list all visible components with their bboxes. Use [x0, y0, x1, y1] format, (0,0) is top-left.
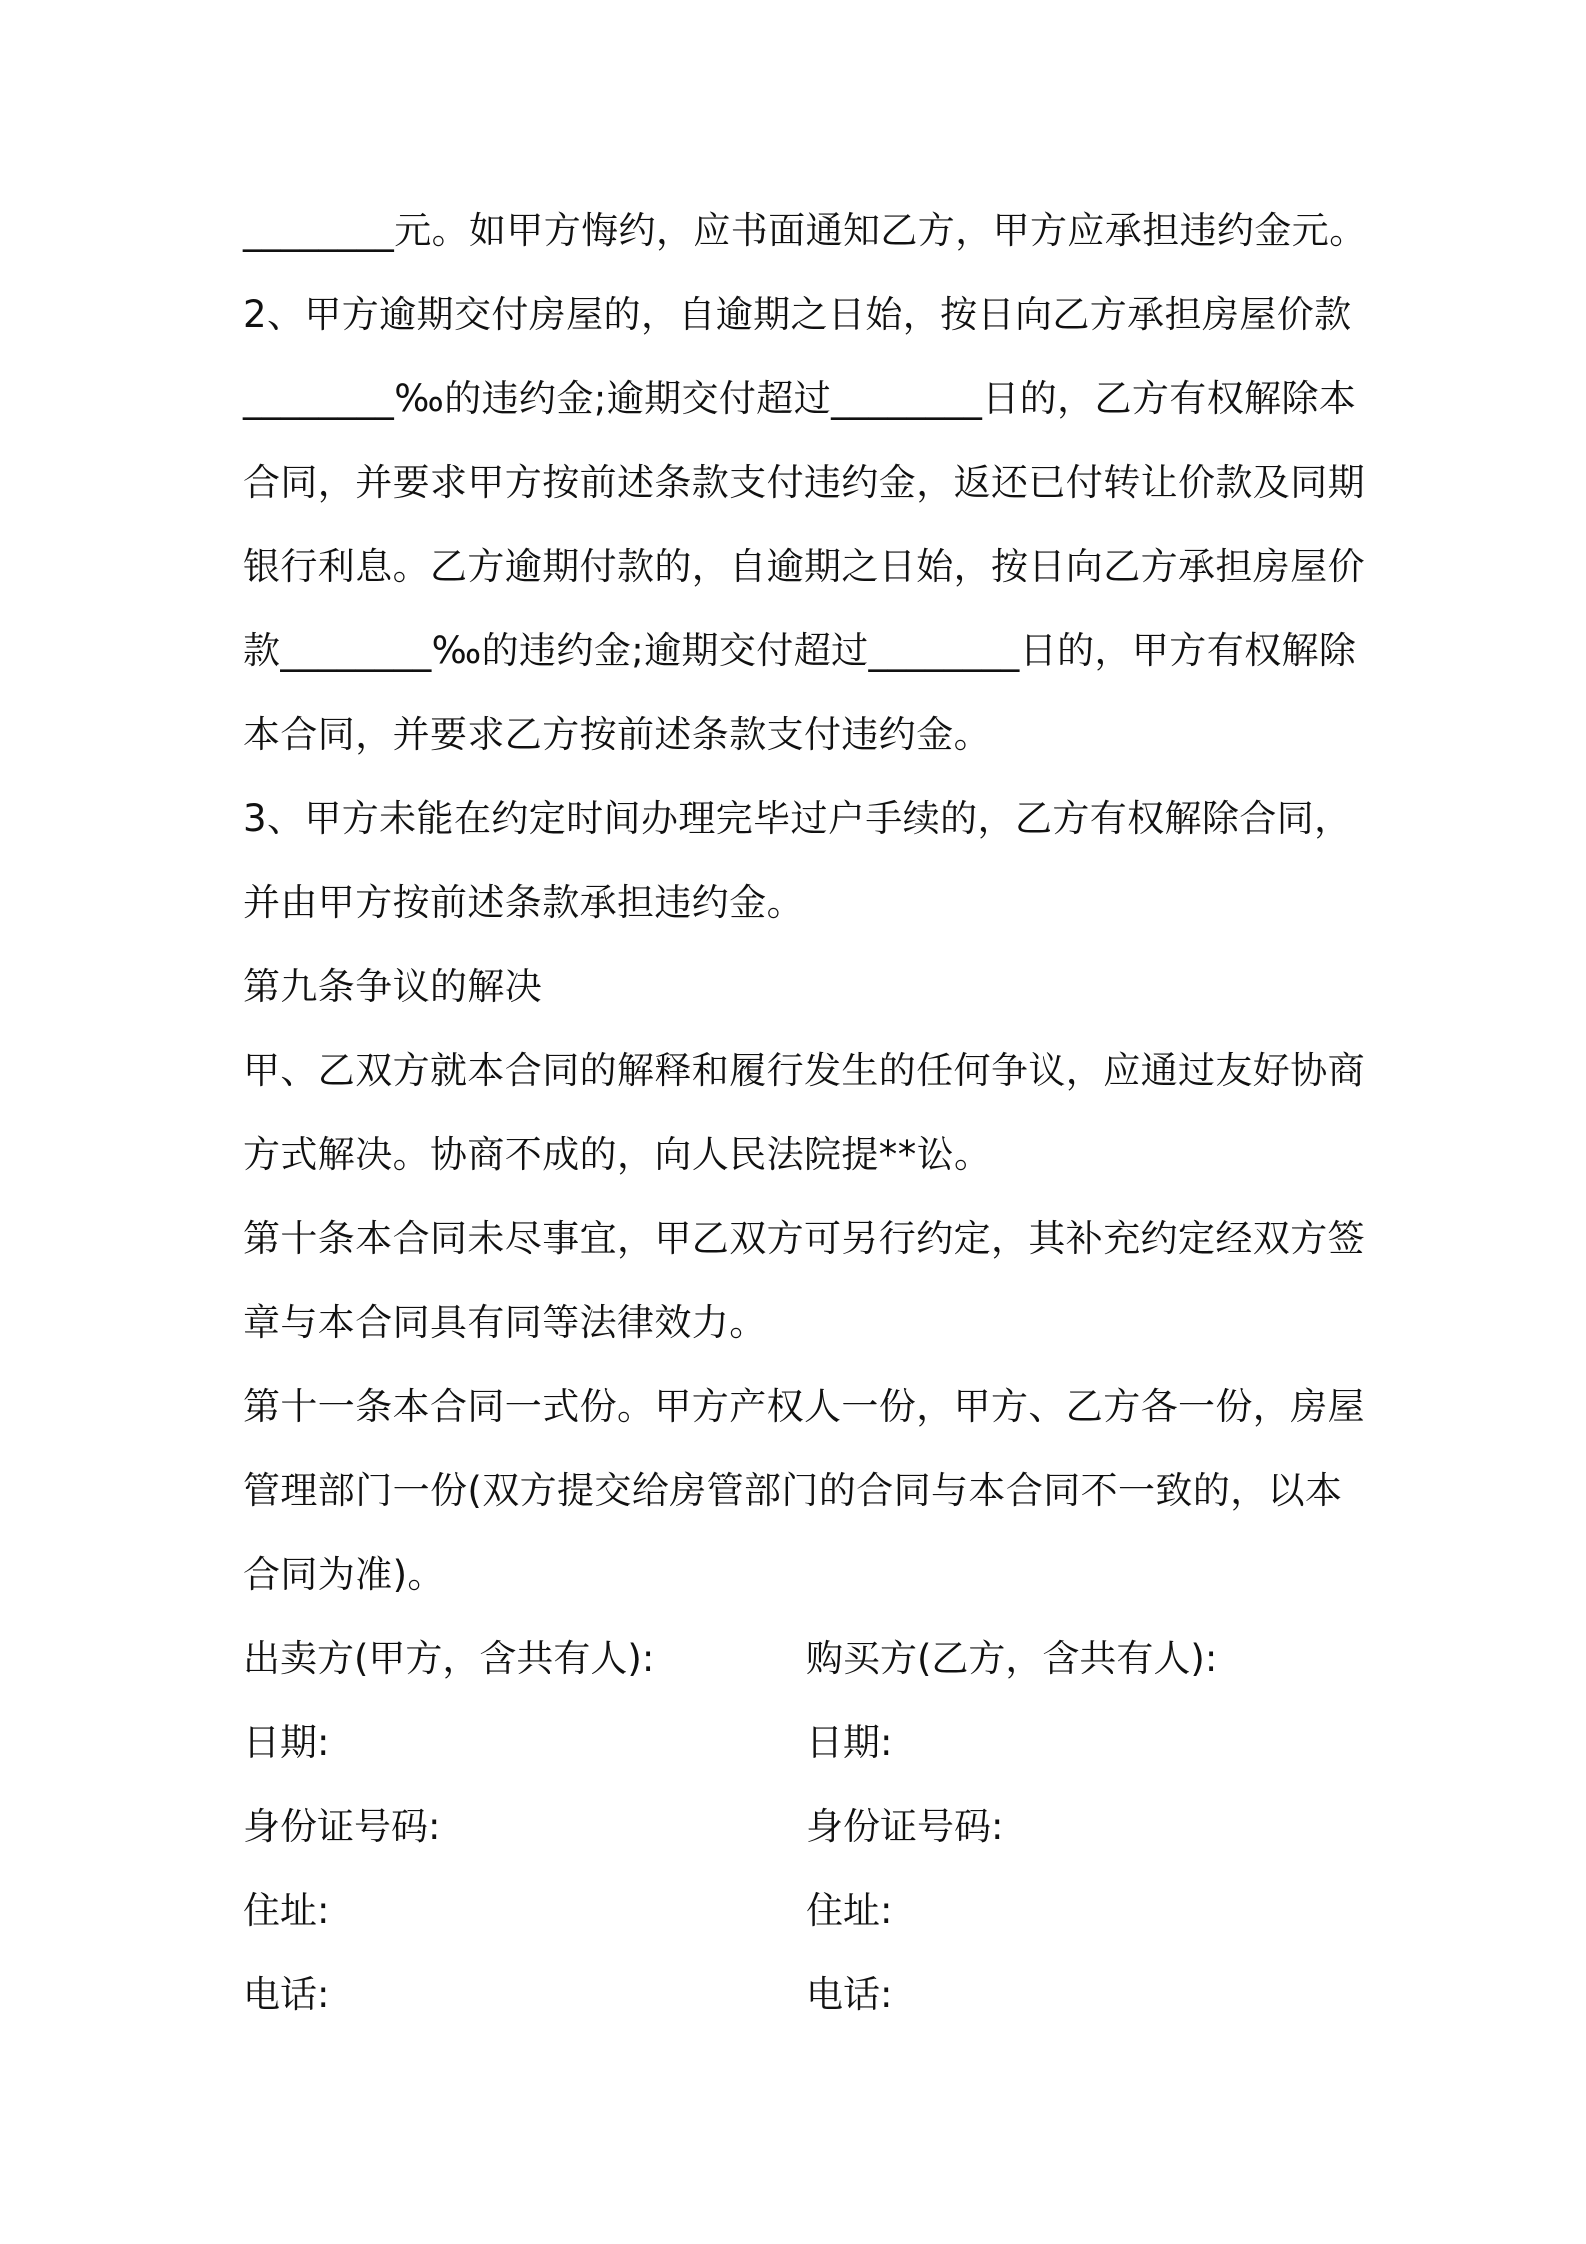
paragraph-line: 本合同，并要求乙方按前述条款支付违约金。: [243, 713, 991, 756]
paragraph-line: 合同，并要求甲方按前述条款支付违约金，返还已付转让价款及同期: [243, 461, 1365, 504]
paragraph-line: 并由甲方按前述条款承担违约金。: [243, 881, 804, 924]
signature-row-address: [243, 1878, 1353, 1962]
contract-body: [243, 198, 1367, 2046]
paragraph-line: 合同为准)。: [243, 1553, 445, 1596]
paragraph-line: 第十一条本合同一式份。甲方产权人一份，甲方、乙方各一份，房屋: [243, 1385, 1365, 1428]
paragraph-line: 甲、乙双方就本合同的解释和履行发生的任何争议，应通过友好协商: [243, 1049, 1365, 1092]
paragraph-line: 3、甲方未能在约定时间办理完毕过户手续的，乙方有权解除合同，: [243, 797, 1352, 840]
buyer-date-label: 日期:: [806, 1721, 893, 1764]
signature-row-phone: [243, 1962, 1353, 2046]
seller-title: 出卖方(甲方，含共有人):: [243, 1637, 655, 1680]
buyer-title: 购买方(乙方，含共有人):: [806, 1637, 1218, 1680]
paragraph-line: ________元。如甲方悔约，应书面通知乙方，甲方应承担违约金元。: [243, 209, 1367, 252]
paragraph-line: 管理部门一份(双方提交给房管部门的合同与本合同不一致的，以本: [243, 1469, 1343, 1512]
paragraph-line: ________‰的违约金;逾期交付超过________日的，乙方有权解除本: [243, 377, 1357, 420]
signature-row-id: [243, 1794, 1353, 1878]
paragraph-line: 2、甲方逾期交付房屋的，自逾期之日始，按日向乙方承担房屋价款: [243, 293, 1352, 336]
paragraph-line: 银行利息。乙方逾期付款的，自逾期之日始，按日向乙方承担房屋价: [243, 545, 1365, 588]
section-heading: 第九条争议的解决: [243, 965, 543, 1008]
buyer-address-label: 住址:: [806, 1889, 893, 1932]
buyer-id-label: 身份证号码:: [806, 1805, 1004, 1848]
buyer-phone-label: 电话:: [806, 1973, 893, 2016]
paragraph-line: 方式解决。协商不成的，向人民法院提**讼。: [243, 1133, 992, 1176]
seller-address-label: 住址:: [243, 1889, 330, 1932]
signature-header-row: [243, 1626, 1353, 1710]
paragraph-line: 第十条本合同未尽事宜，甲乙双方可另行约定，其补充约定经双方签: [243, 1217, 1365, 1260]
seller-phone-label: 电话:: [243, 1973, 330, 2016]
signature-row-date: [243, 1710, 1353, 1794]
seller-date-label: 日期:: [243, 1721, 330, 1764]
seller-id-label: 身份证号码:: [243, 1805, 441, 1848]
paragraph-line: 章与本合同具有同等法律效力。: [243, 1301, 767, 1344]
paragraph-line: 款________‰的违约金;逾期交付超过________日的，甲方有权解除: [243, 629, 1357, 672]
